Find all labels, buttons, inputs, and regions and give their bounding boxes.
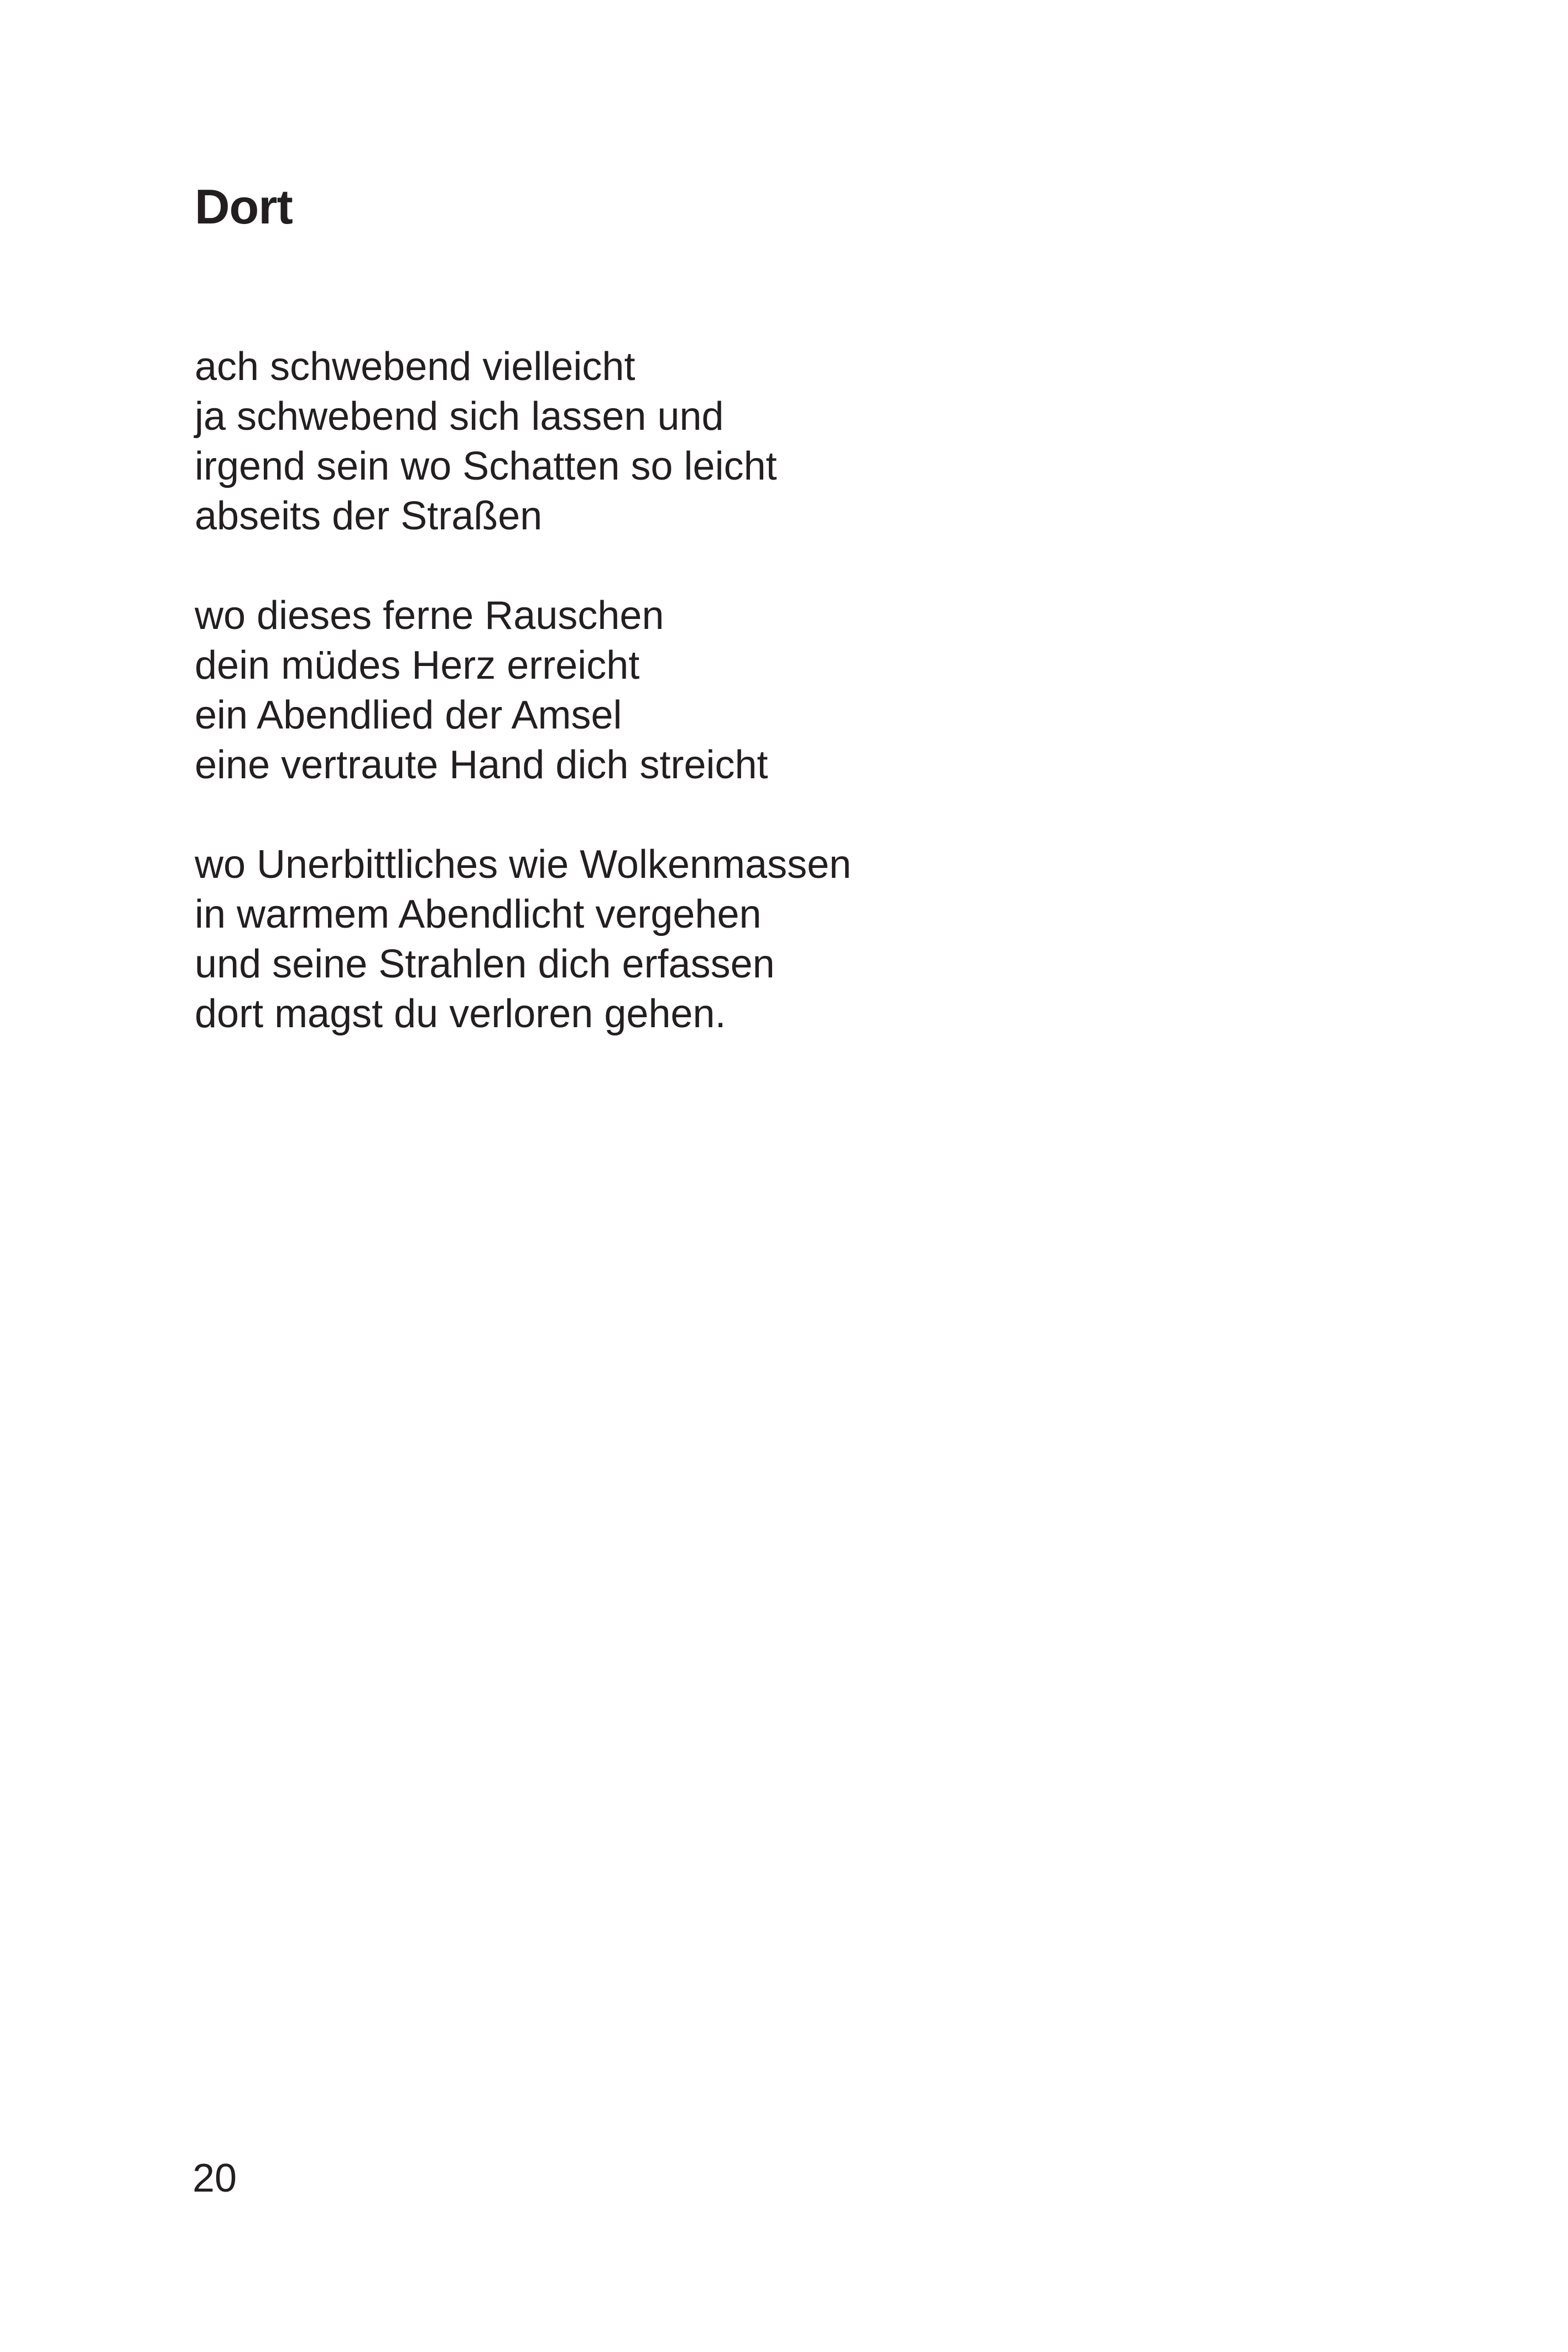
poem-title: Dort [195, 179, 293, 234]
poem-line: und seine Strahlen dich erfassen [195, 942, 775, 986]
poem-line: dort magst du verloren gehen. [195, 992, 726, 1036]
poem-line: ein Abendlied der Amsel [195, 693, 622, 737]
stanza-3 [195, 840, 851, 1039]
poem-line: eine vertraute Hand dich streicht [195, 743, 768, 787]
poem-line: abseits der Straßen [195, 494, 543, 538]
poem-line: dein müdes Herz erreicht [195, 643, 640, 688]
poem-line: in warmem Abendlicht vergehen [195, 892, 762, 936]
stanza-2 [195, 591, 851, 790]
page-number: 20 [192, 2156, 237, 2200]
poem-body [195, 342, 851, 1089]
poem-line: irgend sein wo Schatten so leicht [195, 444, 777, 488]
stanza-1 [195, 342, 851, 541]
poem-line: wo dieses ferne Rauschen [195, 594, 664, 638]
poem-line: wo Unerbittliches wie Wolkenmassen [195, 842, 852, 887]
poem-line: ach schwebend vielleicht [195, 345, 635, 389]
poem-line: ja schwebend sich lassen und [195, 394, 724, 439]
